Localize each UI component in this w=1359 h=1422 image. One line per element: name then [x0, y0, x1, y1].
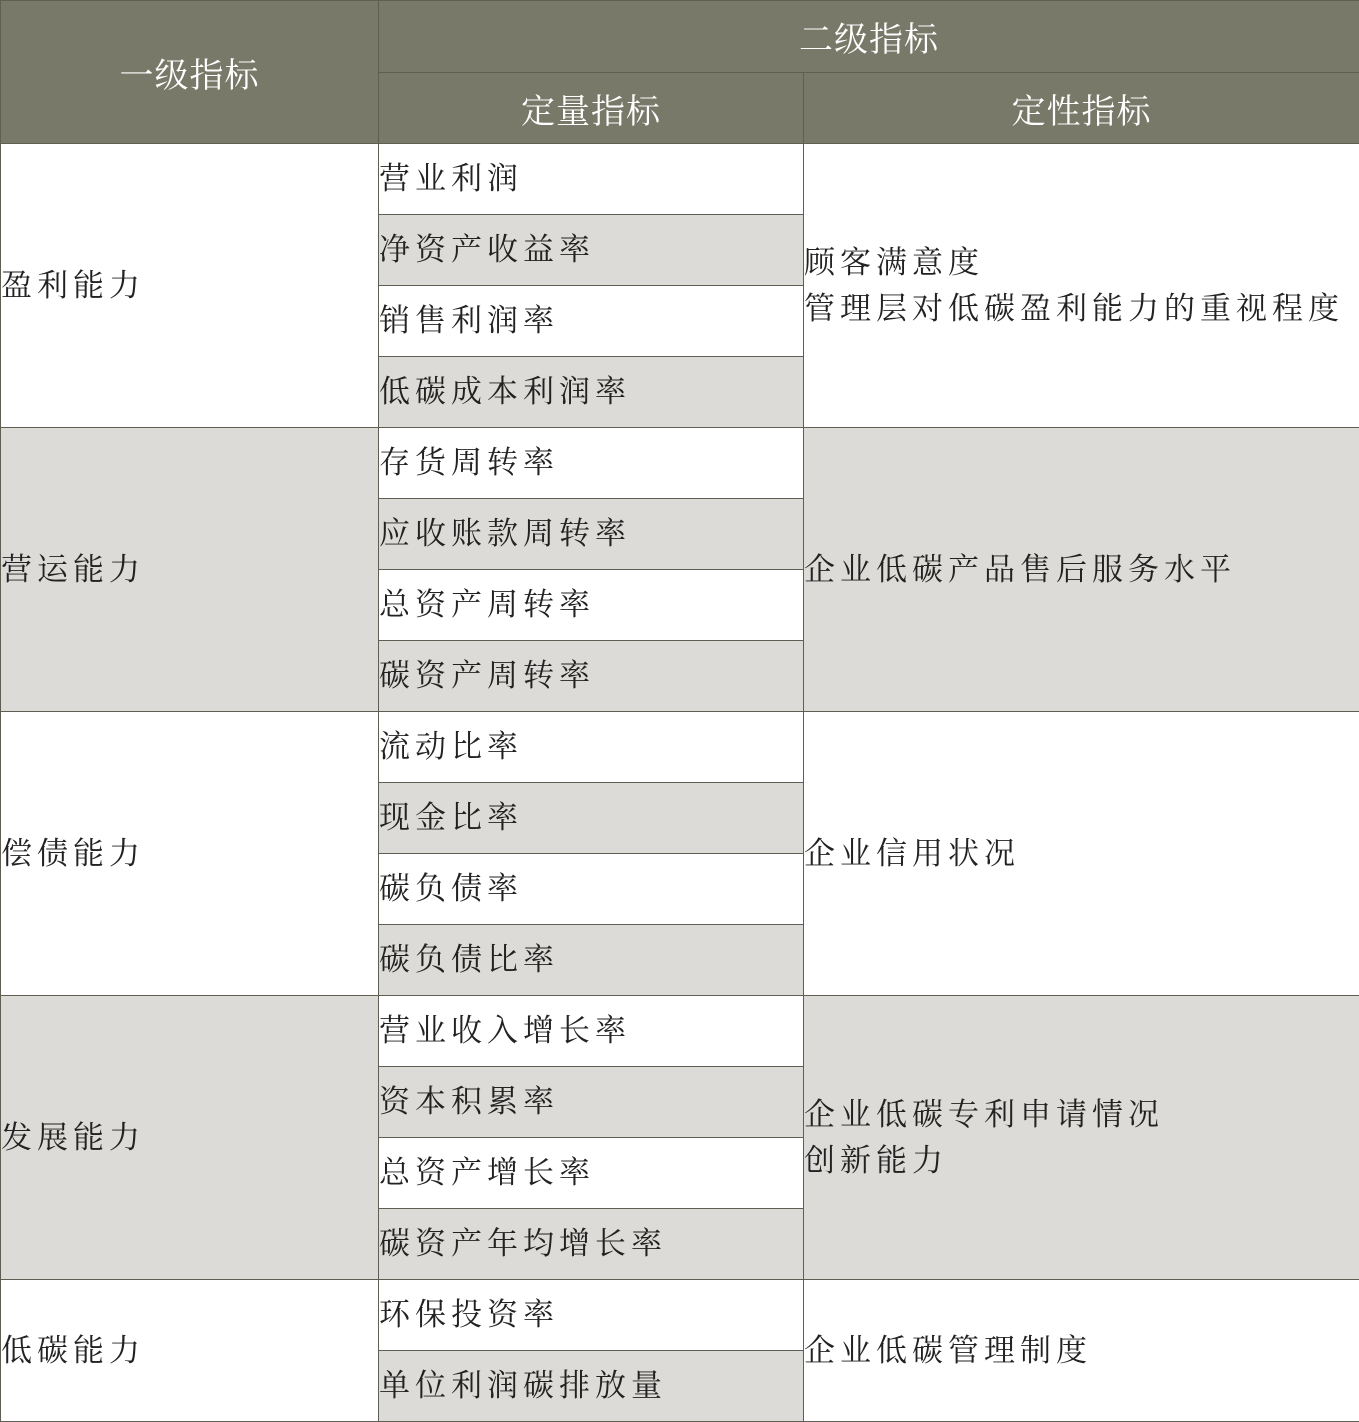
quantitative-indicator: 总资产增长率	[379, 1138, 804, 1209]
header-qualitative: 定性指标	[804, 73, 1359, 144]
quantitative-indicator: 销售利润率	[379, 286, 804, 357]
qualitative-indicator	[804, 712, 1359, 996]
primary-indicator: 盈利能力	[1, 144, 379, 428]
quantitative-indicator: 资本积累率	[379, 1067, 804, 1138]
header-secondary: 二级指标	[379, 1, 1359, 73]
quantitative-indicator: 碳资产周转率	[379, 641, 804, 712]
qualitative-line: 企业信用状况	[804, 831, 1359, 877]
primary-indicator: 低碳能力	[1, 1280, 379, 1422]
quantitative-indicator: 存货周转率	[379, 428, 804, 499]
qualitative-line: 企业低碳管理制度	[804, 1328, 1359, 1374]
quantitative-indicator: 营业利润	[379, 144, 804, 215]
quantitative-indicator: 应收账款周转率	[379, 499, 804, 570]
quantitative-indicator: 碳负债率	[379, 854, 804, 925]
quantitative-indicator: 净资产收益率	[379, 215, 804, 286]
qualitative-line: 创新能力	[804, 1138, 1359, 1184]
quantitative-indicator: 流动比率	[379, 712, 804, 783]
quantitative-indicator: 总资产周转率	[379, 570, 804, 641]
qualitative-line: 企业低碳专利申请情况	[804, 1092, 1359, 1138]
quantitative-indicator: 碳资产年均增长率	[379, 1209, 804, 1280]
quantitative-indicator: 碳负债比率	[379, 925, 804, 996]
quantitative-indicator: 单位利润碳排放量	[379, 1351, 804, 1422]
qualitative-indicator	[804, 428, 1359, 712]
quantitative-indicator: 营业收入增长率	[379, 996, 804, 1067]
quantitative-indicator: 现金比率	[379, 783, 804, 854]
qualitative-indicator	[804, 144, 1359, 428]
qualitative-indicator	[804, 1280, 1359, 1422]
qualitative-indicator	[804, 996, 1359, 1280]
qualitative-line: 管理层对低碳盈利能力的重视程度	[804, 286, 1359, 332]
quantitative-indicator: 低碳成本利润率	[379, 357, 804, 428]
qualitative-line: 企业低碳产品售后服务水平	[804, 547, 1359, 593]
primary-indicator: 发展能力	[1, 996, 379, 1280]
header-quantitative: 定量指标	[379, 73, 804, 144]
quantitative-indicator: 环保投资率	[379, 1280, 804, 1351]
primary-indicator: 偿债能力	[1, 712, 379, 996]
header-primary: 一级指标	[1, 1, 379, 144]
primary-indicator: 营运能力	[1, 428, 379, 712]
qualitative-line: 顾客满意度	[804, 240, 1359, 286]
